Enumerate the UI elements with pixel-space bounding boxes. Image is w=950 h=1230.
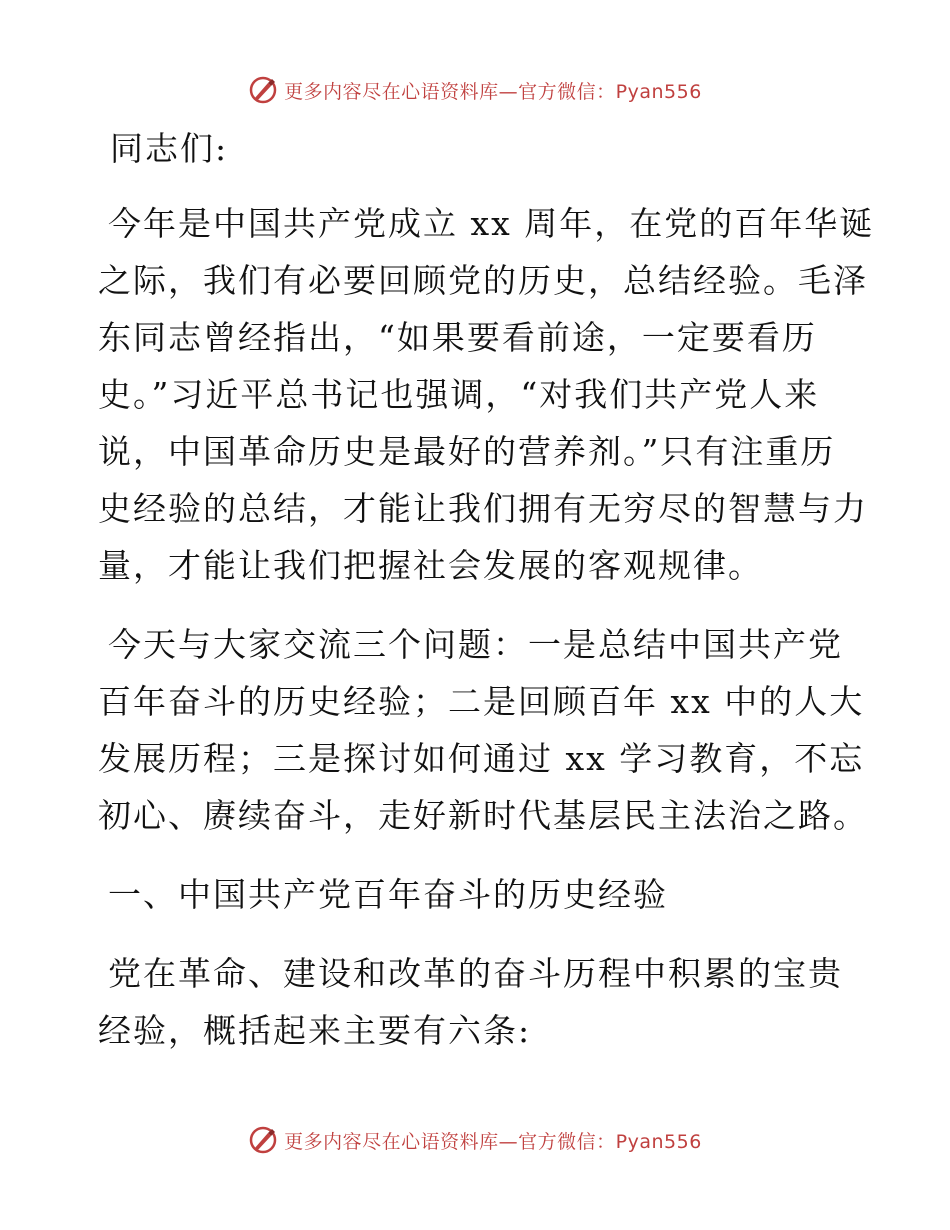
- greeting: [98, 120, 858, 177]
- paragraph-line: 说，中国革命历史是最好的营养剂。”只有注重历: [98, 432, 836, 471]
- paragraph-line: 史。”习近平总书记也强调，“对我们共产党人来: [98, 375, 820, 414]
- paragraph-line: 发展历程；三是探讨如何通过 xx 学习教育，不忘: [98, 739, 865, 778]
- header-watermark-banner: [0, 70, 950, 110]
- banner-text: 更多内容尽在心语资料库—官方微信：Pyan556: [284, 1130, 702, 1153]
- paragraph-intro: [98, 195, 875, 594]
- paragraph-line: 今天与大家交流三个问题：一是总结中国共产党: [108, 625, 843, 664]
- section-heading: [98, 866, 858, 923]
- paragraph-line: 经验，概括起来主要有六条:: [98, 1011, 532, 1050]
- footer-watermark-banner: [0, 1120, 950, 1160]
- paragraph-line: 史经验的总结，才能让我们拥有无穷尽的智慧与力: [98, 489, 868, 528]
- paragraph-line: 东同志曾经指出，“如果要看前途，一定要看历: [98, 318, 817, 357]
- banner-text: 更多内容尽在心语资料库—官方微信：Pyan556: [284, 80, 702, 103]
- paragraph-line: 量，才能让我们把握社会发展的客观规律。: [98, 546, 763, 585]
- pen-logo-icon: [248, 1125, 278, 1155]
- section-heading-text: 一、中国共产党百年奋斗的历史经验: [108, 875, 668, 914]
- paragraph-line: 之际，我们有必要回顾党的历史，总结经验。毛泽: [98, 261, 868, 300]
- greeting-text: 同志们:: [110, 129, 229, 168]
- paragraph-experience: [98, 945, 858, 1059]
- paragraph-topics: [98, 616, 868, 844]
- paragraph-line: 党在革命、建设和改革的奋斗历程中积累的宝贵: [108, 954, 843, 993]
- paragraph-line: 百年奋斗的历史经验；二是回顾百年 xx 中的人大: [98, 682, 865, 721]
- paragraph-line: 今年是中国共产党成立 xx 周年，在党的百年华诞: [108, 204, 875, 243]
- paragraph-line: 初心、赓续奋斗，走好新时代基层民主法治之路。: [98, 796, 868, 835]
- pen-logo-icon: [248, 75, 278, 105]
- document-body: [98, 120, 875, 1081]
